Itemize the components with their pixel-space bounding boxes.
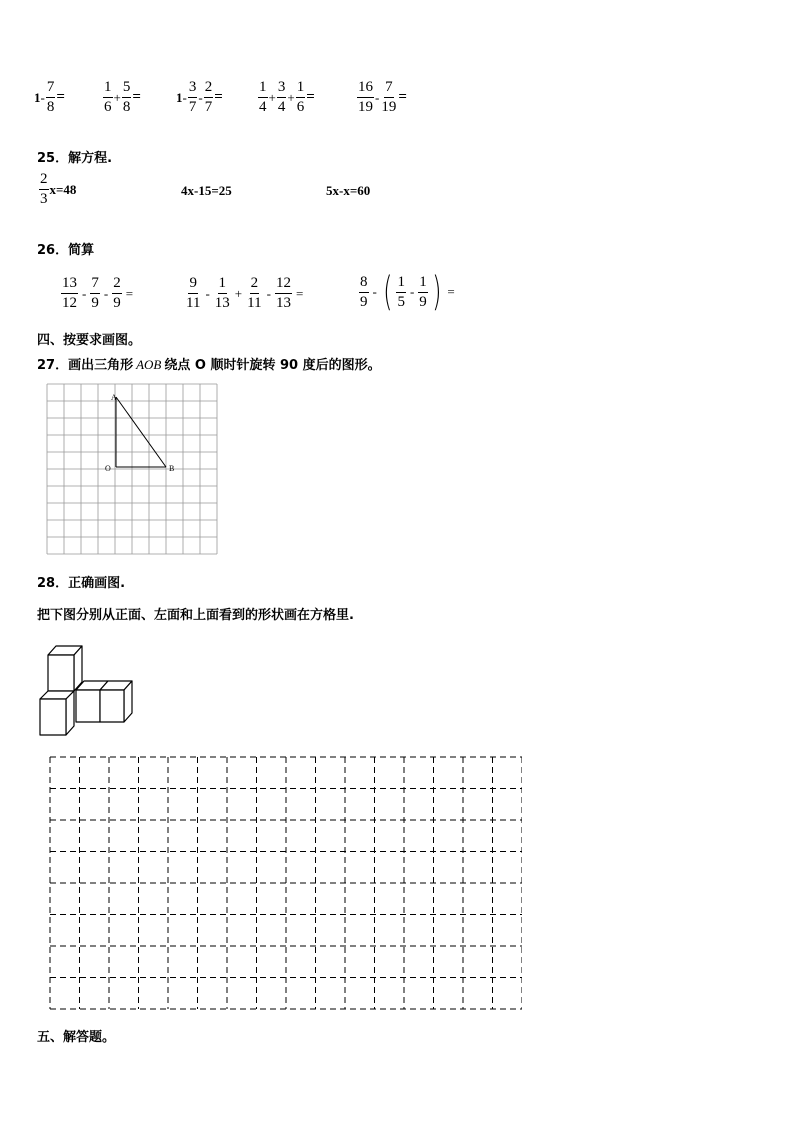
left-paren: (	[382, 269, 393, 315]
expression-3: 1 - $\frac{3}{7}$ - $\frac{2}{7}$ =	[176, 79, 223, 115]
question-25-title: 25．解方程.	[37, 151, 113, 166]
expression-2: $\frac{1}{6}$ + $\frac{5}{8}$ =	[104, 79, 141, 115]
fraction: $\frac{7}{19}$	[381, 79, 397, 115]
equation-2: 4x-15=25	[181, 183, 232, 198]
fraction: $\frac{8}{9}$	[360, 273, 368, 310]
fraction: $\frac{7}{8}$	[46, 79, 55, 115]
section-5-heading: 五、解答题。	[37, 1030, 116, 1045]
equation-1: $\frac{2}{3}$ x=48	[40, 171, 77, 207]
fraction: $\frac{3}{7}$	[188, 79, 197, 115]
expression-4: $\frac{1}{4}$ + $\frac{3}{4}$ + $\frac{1}{6}$ =	[259, 79, 315, 115]
fraction: $\frac{1}{9}$	[419, 273, 427, 310]
cube-side-face	[66, 691, 74, 735]
fraction: $\frac{3}{4}$	[277, 79, 286, 115]
fraction: $\frac{1}{6}$	[296, 79, 305, 115]
cube-front-face	[48, 655, 74, 691]
cube-front-face	[40, 699, 66, 735]
fraction: $\frac{2}{3}$	[40, 171, 48, 207]
point-b-label: B	[169, 464, 175, 473]
section-4-heading: 四、按要求画图。	[37, 333, 142, 348]
fraction: $\frac{13}{12}$	[62, 275, 77, 311]
fraction: $\frac{5}{8}$	[122, 79, 131, 115]
expression-1: 1 - $\frac{7}{8}$ =	[34, 79, 65, 115]
fraction: $\frac{2}{9}$	[113, 275, 121, 311]
fraction: $\frac{12}{13}$	[275, 275, 291, 311]
simplify-expression-3: $\frac{8}{9}$ - ( $\frac{1}{5}$ - $\frac{1}{9}$ ) =	[360, 269, 455, 315]
dashed-grid-lines	[50, 757, 522, 1009]
simplify-expression-1: $\frac{13}{12}$ - $\frac{7}{9}$ - $\frac{2}{9}$ =	[62, 275, 134, 311]
point-o-label: O	[105, 464, 111, 473]
right-paren: )	[431, 269, 442, 315]
fraction: $\frac{2}{11}$	[247, 275, 262, 311]
cube-front-face	[100, 690, 124, 722]
segment-ab	[116, 397, 166, 467]
simplify-expression-2: $\frac{9}{11}$ - $\frac{1}{13}$ + $\frac{2}{11}$ - $\frac{12}{13}$ =	[186, 275, 304, 311]
fraction: $\frac{1}{5}$	[397, 273, 405, 310]
question-26-title: 26．简算	[37, 243, 95, 258]
fraction: $\frac{1}{6}$	[104, 79, 112, 115]
grid-lines	[47, 384, 217, 554]
question-27-title: 27．画出三角形 AOB 绕点 O 顺时针旋转 90 度后的图形。	[37, 357, 381, 373]
question-28-instruction: 把下图分别从正面、左面和上面看到的形状画在方格里.	[37, 608, 354, 623]
fraction: $\frac{16}{19}$	[358, 79, 373, 115]
question-28-title: 28．正确画图.	[37, 576, 126, 591]
fraction: $\frac{1}{13}$	[214, 275, 230, 311]
rotation-grid-figure	[46, 383, 218, 555]
dashed-answer-grid[interactable]	[49, 756, 522, 1011]
fraction: $\frac{7}{9}$	[91, 275, 99, 311]
expression-5: $\frac{16}{19}$ - $\frac{7}{19}$ =	[358, 79, 407, 115]
fraction: $\frac{1}{4}$	[259, 79, 267, 115]
cube-stack-figure	[38, 643, 142, 739]
cube-front-face	[76, 690, 100, 722]
fraction: $\frac{2}{7}$	[204, 79, 213, 115]
fraction: $\frac{9}{11}$	[186, 275, 201, 311]
point-a-label: A	[111, 393, 117, 402]
equation-3: 5x-x=60	[326, 183, 371, 198]
